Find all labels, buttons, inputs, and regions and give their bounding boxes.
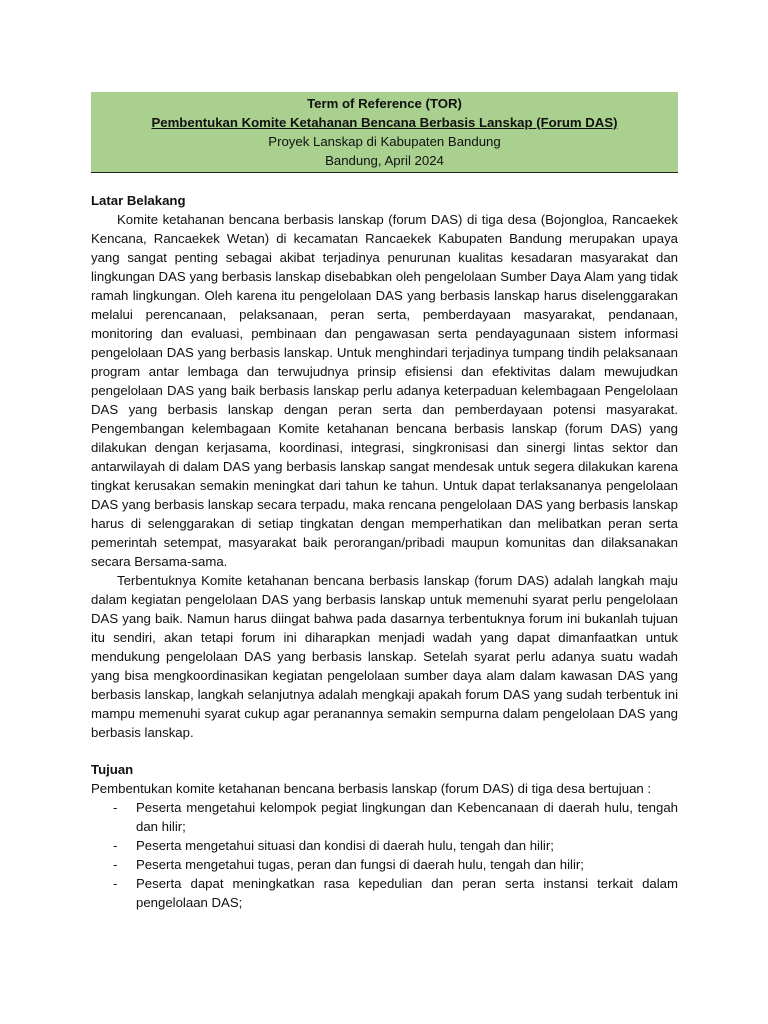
list-item-text: Peserta mengetahui situasi dan kondisi di daerah hulu, tengah dan hilir; (136, 838, 554, 853)
list-item-text: Peserta mengetahui tugas, peran dan fungsi di daerah hulu, tengah dan hilir; (136, 857, 584, 872)
list-item (91, 855, 678, 874)
background-heading: Latar Belakang (91, 193, 186, 208)
list-item-text: Peserta dapat meningkatkan rasa kepedulian dan peran serta instansi terkait dalam pengelolaan DAS; (136, 876, 678, 910)
document-title: Term of Reference (TOR) (307, 96, 462, 111)
dash-bullet: - (113, 838, 118, 853)
dash-bullet: - (113, 857, 118, 872)
list-item (91, 874, 678, 912)
tor-header-box (91, 92, 678, 173)
objectives-list (91, 798, 678, 912)
list-item (91, 798, 678, 836)
list-item-text: Peserta mengetahui kelompok pegiat lingkungan dan Kebencanaan di daerah hulu, tengah dan hilir; (136, 800, 678, 834)
background-paragraph-2: Terbentuknya Komite ketahanan bencana berbasis lanskap (forum DAS) adalah langkah maju dalam kegiatan pengelolaan DAS yang berbasis lanskap untuk memenuhi syarat perlu pengelolaan DAS yang baik. Namun harus diingat bahwa pada dasarnya terbentuknya forum ini bukanlah tujuan itu sendiri, akan tetapi forum ini diharapkan menjadi wadah yang dapat dimanfaatkan untuk mendukung pengelolaan DAS yang berbasis lanskap. Setelah syarat perlu adanya suatu wadah yang bisa mengkoordinasikan kegiatan pengelolaan sumber daya alam dalam kawasan DAS yang berbasis lanskap, langkah selanjutnya adalah mengkaji apakah forum DAS yang sudah terbentuk ini mampu memenuhi syarat cukup agar peranannya semakin sempurna dalam pengelolaan DAS yang berbasis lanskap. (91, 573, 678, 740)
document-date: Bandung, April 2024 (325, 153, 444, 168)
dash-bullet: - (113, 876, 118, 891)
dash-bullet: - (113, 800, 118, 815)
document-subtitle: Pembentukan Komite Ketahanan Bencana Berbasis Lanskap (Forum DAS) (151, 115, 618, 130)
objectives-intro: Pembentukan komite ketahanan bencana berbasis lanskap (forum DAS) di tiga desa bertujuan : (91, 781, 652, 796)
project-name: Proyek Lanskap di Kabupaten Bandung (268, 134, 501, 149)
background-paragraph-1: Komite ketahanan bencana berbasis lanskap (forum DAS) di tiga desa (Bojongloa, Rancaekek Kencana, Rancaekek Wetan) di kecamatan Rancaekek Kabupaten Bandung merupakan upaya yang sangat penting sebagai akibat terjadinya penurunan kualitas kesadaran masyarakat dan lingkungan DAS yang berbasis lanskap disebabkan oleh pengelolaan Sumber Daya Alam yang tidak ramah lingkungan. Oleh karena itu pengelolaan DAS yang berbasis lanskap harus diselenggarakan melalui perencanaan, pelaksanaan, peran serta, pemberdayaan masyarakat, pendanaan, monitoring dan evaluasi, pembinaan dan pengawasan serta pendayagunaan sistem informasi pengelolaan DAS yang berbasis lanskap. Untuk menghindari terjadinya tumpang tindih pelaksanaan program antar lembaga dan terwujudnya prinsip efisiensi dan efektivitas dalam mewujudkan pengelolaan DAS yang baik berbasis lanskap perlu adanya keterpaduan kelembagaan Pengelolaan DAS yang berbasis lanskap dengan peran serta dan pemberdayaan potensi masyarakat. Pengembangan kelembagaan Komite ketahanan bencana berbasis lanskap (forum DAS) yang dilakukan dengan kerjasama, koordinasi, integrasi, singkronisasi dan sinergi lintas sektor dan antarwilayah di dalam DAS yang berbasis lanskap sangat mendesak untuk segera dilakukan karena tingkat kerusakan semakin meningkat dari tahun ke tahun. Untuk dapat terlaksananya pengelolaan DAS yang berbasis lanskap secara terpadu, maka rencana pengelolaan DAS yang berbasis lanskap harus di selenggarakan di setiap tingkatan dengan memperhatikan dan melibatkan peran serta pemerintah setempat, masyarakat baik perorangan/pribadi maupun komunitas dan dilaksanakan secara Bersama-sama. (91, 212, 678, 569)
document-page (91, 92, 678, 912)
background-section (91, 191, 678, 742)
objectives-heading: Tujuan (91, 762, 134, 777)
list-item (91, 836, 678, 855)
objectives-section (91, 760, 678, 912)
